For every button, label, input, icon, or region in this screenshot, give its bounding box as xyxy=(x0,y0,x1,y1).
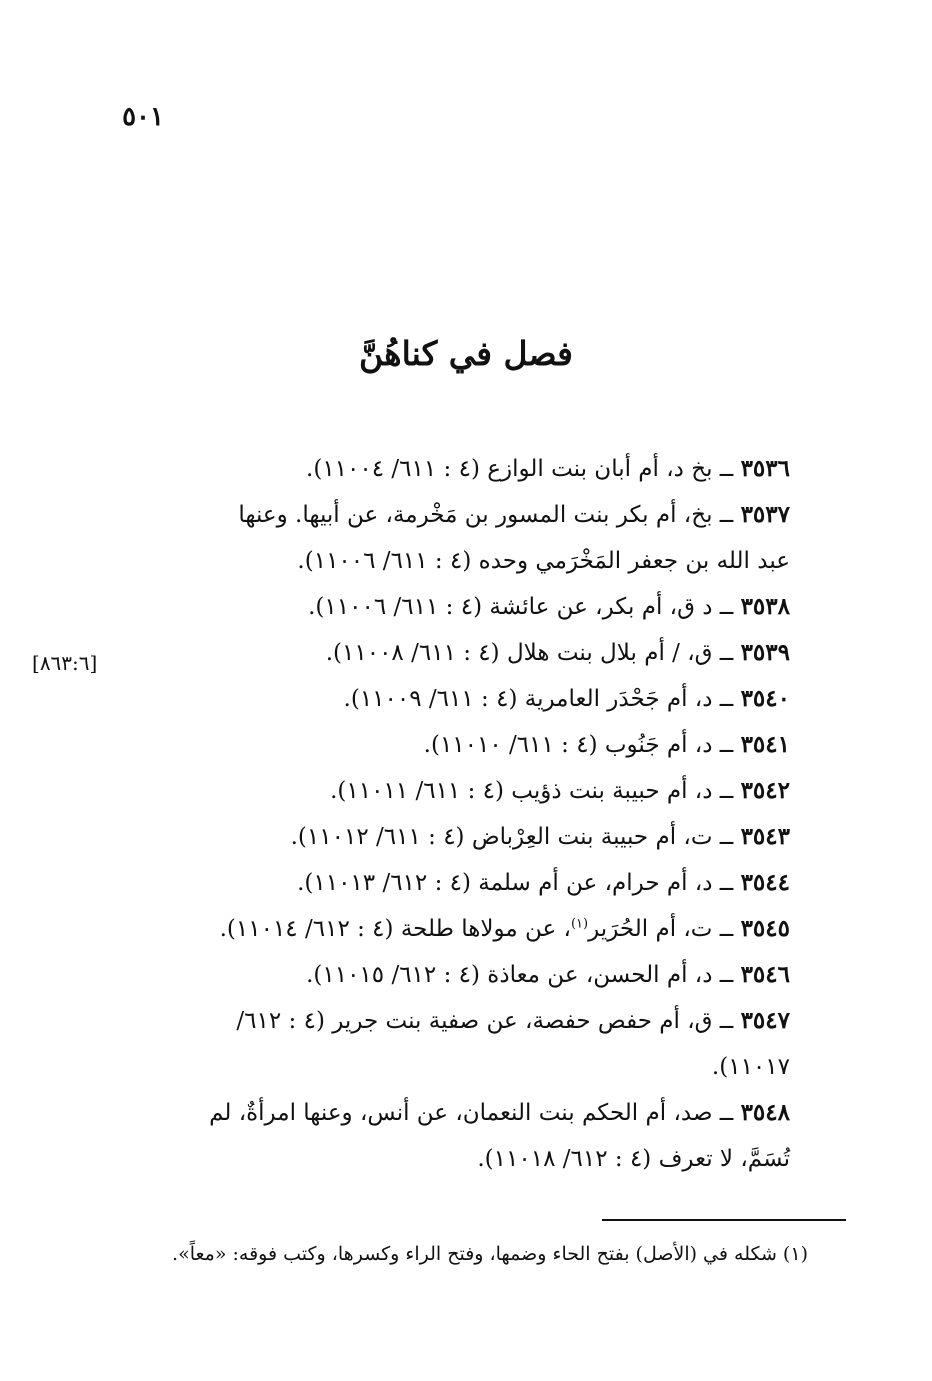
entry-number: ٣٥٤٢ xyxy=(740,777,790,804)
entry-text: ــ بخ د، أم أبان بنت الوازع (٤ : ٦١١/ ١١٠٠٤). xyxy=(306,456,741,482)
entry-number: ٣٥٣٩ xyxy=(740,639,790,666)
entry-3540 xyxy=(110,676,790,722)
entry-3545 xyxy=(110,906,790,952)
entry-3537 xyxy=(110,492,790,584)
entry-number: ٣٥٤٦ xyxy=(740,961,790,988)
entry-text-continued: ، عن مولاها طلحة (٤ : ٦١٢/ ١١٠١٤). xyxy=(219,916,571,942)
entry-3539 xyxy=(110,630,790,676)
margin-reference: [٨٦٣:٦] xyxy=(32,651,98,675)
entry-text: ــ ق، أم حفص حفصة، عن صفية بنت جرير (٤ : ٦١٢/ xyxy=(236,1008,741,1034)
entry-text: ــ د ق، أم بكر، عن عائشة (٤ : ٦١١/ ١١٠٠٦). xyxy=(308,594,741,620)
entry-number: ٣٥٤٣ xyxy=(740,823,790,850)
entry-text: ــ د، أم حرام، عن أم سلمة (٤ : ٦١٢/ ١١٠١٣). xyxy=(297,870,741,896)
entry-number: ٣٥٣٦ xyxy=(740,455,790,482)
entry-3541 xyxy=(110,722,790,768)
entry-text: ــ د، أم الحسن، عن معاذة (٤ : ٦١٢/ ١١٠١٥). xyxy=(306,962,741,988)
page-number: ٥٠١ xyxy=(122,102,164,132)
entry-text: ــ ت، أم حبيبة بنت العِرْباض (٤ : ٦١١/ ١١٠١٢). xyxy=(290,824,741,850)
entry-continuation: ١١٠١٧). xyxy=(711,1054,790,1080)
entry-number: ٣٥٤٠ xyxy=(740,685,790,712)
entry-3547 xyxy=(110,998,790,1090)
entry-text: ــ ق، / أم بلال بنت هلال (٤ : ٦١١/ ١١٠٠٨). xyxy=(325,640,741,666)
entry-3543 xyxy=(110,814,790,860)
chapter-title: فصل في كناهُنَّ xyxy=(359,334,573,373)
entry-3544 xyxy=(110,860,790,906)
entry-3542 xyxy=(110,768,790,814)
entry-3536 xyxy=(110,446,790,492)
entry-3538 xyxy=(110,584,790,630)
entry-text: ــ ت، أم الحُرَير xyxy=(588,916,741,942)
entry-number: ٣٥٣٨ xyxy=(740,593,790,620)
entry-number: ٣٥٤٥ xyxy=(740,915,790,942)
entry-number: ٣٥٤٧ xyxy=(740,1007,790,1034)
entry-list xyxy=(110,446,790,1182)
entry-continuation: عبد الله بن جعفر المَخْرَمي وحده (٤ : ٦١١/ ١١٠٠٦). xyxy=(297,548,790,574)
entry-3548 xyxy=(110,1090,790,1182)
entry-number: ٣٥٣٧ xyxy=(740,501,790,528)
entry-text: ــ د، أم حبيبة بنت ذؤيب (٤ : ٦١١/ ١١٠١١). xyxy=(330,778,741,804)
entry-continuation: تُسَمَّ، لا تعرف (٤ : ٦١٢/ ١١٠١٨). xyxy=(477,1146,790,1172)
entry-text: ــ د، أم جَحْدَر العامرية (٤ : ٦١١/ ١١٠٠٩). xyxy=(343,686,741,712)
entry-text: ــ صد، أم الحكم بنت النعمان، عن أنس، وعنها امرأةٌ، لم xyxy=(209,1100,741,1126)
entry-number: ٣٥٤١ xyxy=(740,731,790,758)
entry-number: ٣٥٤٨ xyxy=(740,1099,790,1126)
entry-number: ٣٥٤٤ xyxy=(740,869,790,896)
entry-text: ــ بخ، أم بكر بنت المسور بن مَخْرمة، عن أبيها. وعنها xyxy=(238,502,741,528)
footnote-divider xyxy=(602,1219,846,1221)
entry-3546 xyxy=(110,952,790,998)
footnote: (١) شكله في (الأصل) بفتح الحاء وضمها، وفتح الراء وكسرها، وكتب فوقه: «معاً». xyxy=(172,1243,808,1265)
footnote-marker[interactable]: (١) xyxy=(570,916,589,932)
entry-text: ــ د، أم جَنُوب (٤ : ٦١١/ ١١٠١٠). xyxy=(423,732,741,758)
